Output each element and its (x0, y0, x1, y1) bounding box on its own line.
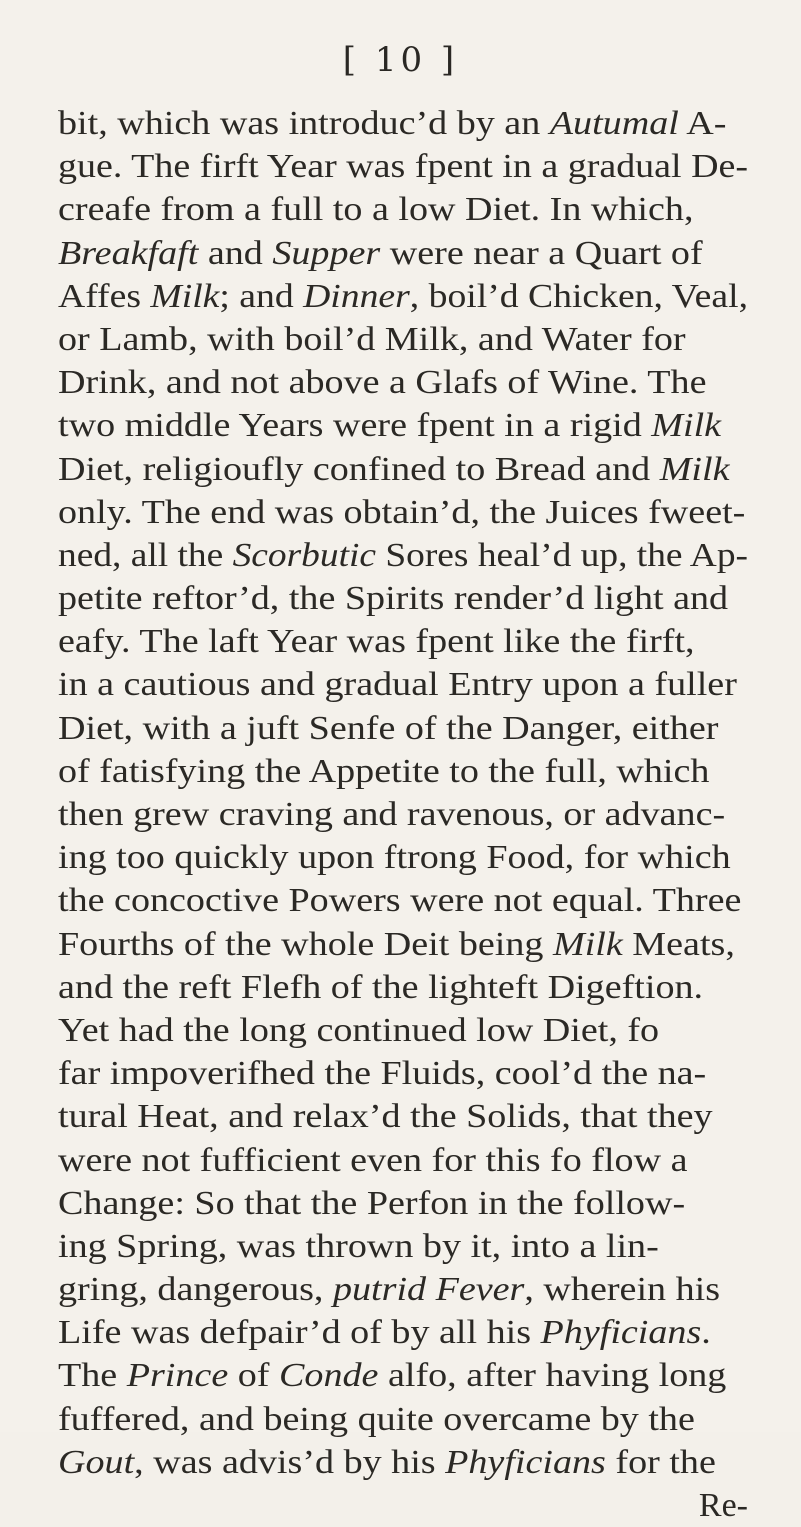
italic-text: Supper (272, 234, 381, 272)
text-line (58, 1225, 748, 1268)
line-content (58, 707, 718, 750)
text-line (58, 1139, 748, 1182)
text-run: Change: So that the Perfon in the follow- (58, 1184, 686, 1222)
text-line (58, 491, 748, 534)
text-run: , was advis’d by his (134, 1443, 446, 1481)
line-content (58, 836, 731, 879)
text-run: the concoctive Powers were not equal. Three (58, 882, 742, 920)
italic-text: putrid Fever (332, 1271, 525, 1309)
line-content (58, 145, 748, 188)
line-content (58, 1441, 716, 1484)
italic-text: Milk (150, 277, 220, 315)
line-content (58, 1354, 726, 1397)
text-line (58, 663, 748, 706)
text-run: gue. The firft Year was fpent in a gradual De- (58, 148, 748, 186)
text-line (58, 361, 748, 404)
text-run: Re- (698, 1487, 748, 1524)
line-content (58, 1182, 685, 1225)
text-line (58, 448, 748, 491)
text-line (58, 145, 748, 188)
text-run: ; and (219, 277, 304, 315)
text-line (58, 1095, 748, 1138)
text-line (58, 318, 748, 361)
text-run: two middle Years were fpent in a rigid (58, 407, 652, 445)
italic-text: Gout (58, 1443, 135, 1481)
italic-text: Prince (126, 1357, 229, 1395)
text-line (58, 534, 748, 577)
text-run: and the reft Flefh of the lighteft Digeftion. (58, 968, 704, 1006)
text-run: petite reftor’d, the Spirits render’d light and (58, 580, 729, 618)
text-run: then grew craving and ravenous, or advanc- (58, 796, 726, 833)
text-run: The (58, 1357, 127, 1395)
line-content (58, 491, 745, 534)
text-run: alfo, after having long (378, 1357, 727, 1395)
text-run: Sores heal’d up, the Ap- (375, 536, 749, 574)
text-run: ned, all the (58, 536, 233, 574)
text-run: Drink, and not above a Glafs of Wine. The (58, 364, 707, 402)
text-line (58, 707, 748, 750)
line-content (58, 750, 709, 793)
text-run: A- (678, 105, 727, 142)
text-line (58, 620, 748, 663)
line-content (58, 275, 748, 318)
text-run: only. The end was obtain’d, the Juices fweet- (58, 493, 746, 531)
text-run: Affes (58, 277, 151, 315)
line-content (58, 1052, 706, 1095)
text-line (58, 1182, 748, 1225)
line-content (58, 923, 735, 966)
text-line (58, 188, 748, 231)
text-line (58, 966, 748, 1009)
text-line (58, 577, 748, 620)
italic-text: Breakfaft (58, 234, 199, 272)
text-run: Fourths of the whole Deit being (58, 925, 553, 963)
text-run: , wherein his (524, 1271, 721, 1309)
line-content (58, 966, 703, 1009)
line-content (58, 1311, 711, 1354)
line-content (58, 620, 695, 663)
italic-text: Milk (651, 407, 722, 445)
text-run: of fatisfying the Appetite to the full, which (58, 752, 710, 790)
italic-text: Autumal (549, 105, 679, 142)
text-line (58, 275, 748, 318)
line-content (58, 102, 726, 145)
page-number: [ 10 ] (342, 40, 459, 80)
text-run: far impoverifhed the Fluids, cool’d the na- (58, 1055, 707, 1093)
text-run: Diet, religioufly confined to Bread and (58, 450, 660, 488)
text-line (58, 1354, 748, 1397)
text-run: were near a Quart of (380, 234, 703, 272)
text-run: , boil’d Chicken, Veal, (409, 277, 748, 315)
line-content (58, 404, 721, 447)
text-run: and (198, 234, 273, 272)
line-content (58, 232, 703, 275)
text-run: Yet had the long continued low Diet, fo (58, 1011, 660, 1049)
line-content (58, 534, 748, 577)
italic-text: Milk (552, 925, 623, 963)
line-content (58, 318, 686, 361)
italic-text: Phyficians (445, 1443, 606, 1481)
line-content (58, 1225, 659, 1268)
text-run: creafe from a full to a low Diet. In which, (58, 191, 694, 229)
text-line (58, 1484, 748, 1527)
text-run: tural Heat, and relax’d the Solids, that they (58, 1098, 713, 1136)
italic-text: Milk (659, 450, 730, 488)
line-content (58, 1139, 688, 1182)
text-run: bit, which was introduc’d by an (58, 105, 550, 142)
line-content (58, 793, 725, 836)
text-line (58, 1398, 748, 1441)
text-run: ing too quickly upon ftrong Food, for which (58, 839, 731, 877)
line-content (58, 188, 693, 231)
line-content (58, 448, 729, 491)
text-run: eafy. The laft Year was fpent like the firft, (58, 623, 695, 661)
text-line (58, 750, 748, 793)
text-run: or Lamb, with boil’d Milk, and Water for (58, 320, 686, 358)
italic-text: Phyficians (540, 1314, 702, 1352)
text-line (58, 404, 748, 447)
text-run: of (228, 1357, 280, 1395)
text-line (58, 1311, 748, 1354)
text-line (58, 1441, 748, 1484)
line-content (58, 1009, 659, 1052)
line-content (58, 879, 741, 922)
text-run: Life was defpair’d of by all his (58, 1314, 541, 1352)
text-line (58, 879, 748, 922)
text-line (58, 836, 748, 879)
line-content (58, 1398, 695, 1441)
text-run: were not fufficient even for this fo flow a (58, 1141, 688, 1179)
body-text (58, 102, 748, 1527)
italic-text: Conde (279, 1357, 379, 1395)
text-line (58, 923, 748, 966)
text-line (58, 793, 748, 836)
text-line (58, 232, 748, 275)
text-run: ing Spring, was thrown by it, into a lin- (58, 1227, 659, 1265)
text-line (58, 1268, 748, 1311)
line-content (58, 1095, 713, 1138)
text-line (58, 1009, 748, 1052)
text-run: in a cautious and gradual Entry upon a fuller (58, 666, 737, 704)
text-line (58, 1052, 748, 1095)
text-run: gring, dangerous, (58, 1271, 333, 1309)
text-run: fuffered, and being quite overcame by the (58, 1400, 695, 1438)
italic-text: Dinner (303, 277, 410, 315)
text-line (58, 102, 748, 145)
italic-text: Scorbutic (232, 536, 376, 574)
text-run: . (701, 1314, 711, 1352)
line-content (58, 361, 706, 404)
text-run: Diet, with a juft Senfe of the Danger, either (58, 709, 719, 747)
line-content (58, 663, 737, 706)
line-content (58, 1268, 720, 1311)
text-run: for the (605, 1443, 716, 1481)
line-content (58, 577, 728, 620)
text-run: Meats, (622, 925, 735, 963)
